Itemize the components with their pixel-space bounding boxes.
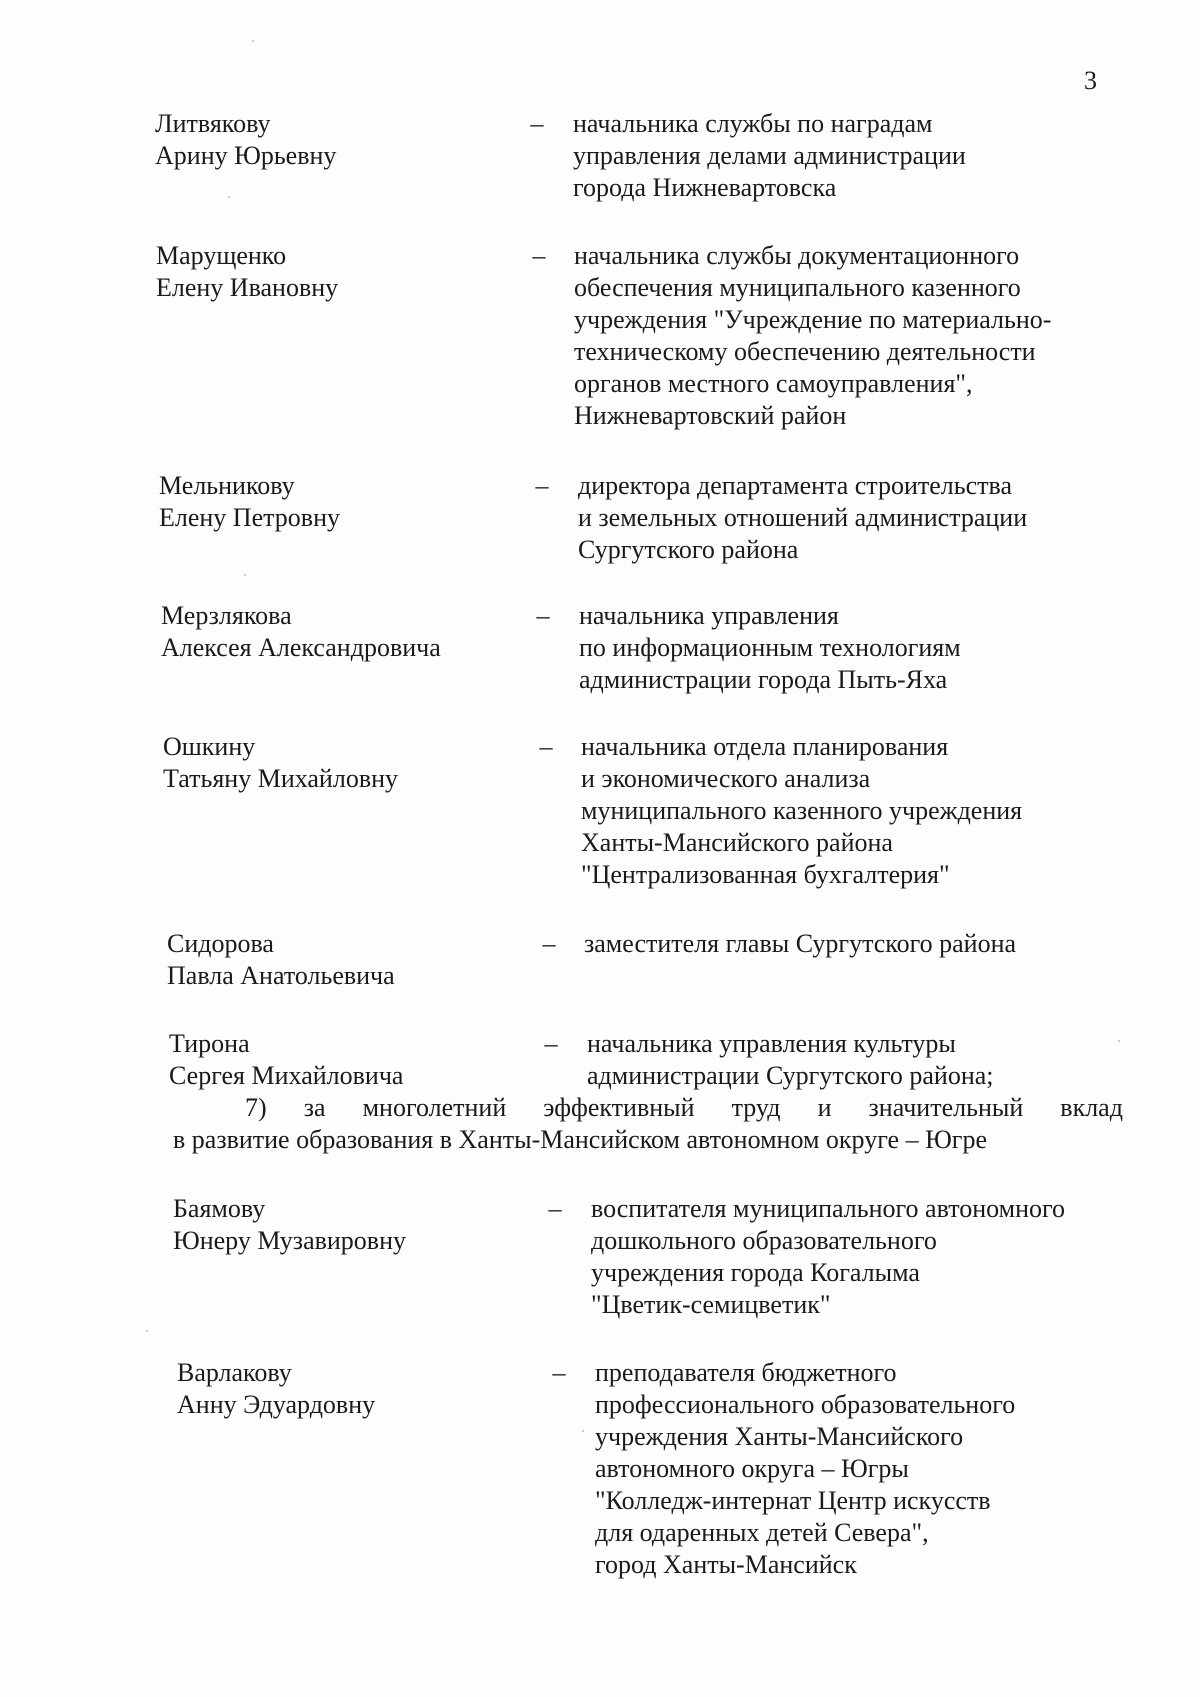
position-line: управления делами администрации bbox=[573, 141, 966, 170]
recipient-given-names: Арину Юрьевну bbox=[155, 141, 337, 170]
recipient-given-names: Алексея Александровича bbox=[161, 633, 441, 662]
recipient-surname: Варлакову bbox=[177, 1358, 292, 1387]
position-line: дошкольного образовательного bbox=[591, 1226, 937, 1255]
recipient-name bbox=[156, 240, 516, 304]
recipient-surname: Баямову bbox=[173, 1194, 266, 1223]
dash-separator: – bbox=[530, 109, 544, 138]
scan-speck bbox=[1118, 1040, 1120, 1042]
clause-word: значительный bbox=[868, 1093, 1024, 1122]
position-line: "Колледж-интернат Центр искусств bbox=[595, 1486, 991, 1515]
position-line: начальника службы по наградам bbox=[573, 109, 933, 138]
award-clause bbox=[173, 1092, 1123, 1156]
recipient-given-names: Татьяну Михайловну bbox=[163, 764, 399, 793]
position-line: "Цветик-семицветик" bbox=[591, 1290, 831, 1319]
position-line: учреждения города Когалыма bbox=[591, 1258, 920, 1287]
position-line: Сургутского района bbox=[578, 535, 799, 564]
position-line: Нижневартовский район bbox=[574, 401, 847, 430]
recipient-name bbox=[173, 1193, 533, 1257]
position-line: учреждения "Учреждение по материально- bbox=[574, 305, 1052, 334]
position-line: начальника службы документационного bbox=[574, 241, 1020, 270]
scan-speck bbox=[252, 40, 254, 42]
recipient-surname: Мельникову bbox=[159, 471, 295, 500]
recipient-given-names: Елену Ивановну bbox=[156, 273, 339, 302]
dash-separator: – bbox=[552, 1358, 566, 1387]
page-number: 3 bbox=[1084, 66, 1097, 95]
recipient-position bbox=[578, 470, 1118, 566]
clause-word: 7) bbox=[245, 1093, 267, 1122]
clause-word: труд bbox=[731, 1093, 781, 1122]
position-line: Ханты-Мансийского района bbox=[581, 828, 893, 857]
scan-speck bbox=[228, 196, 230, 198]
position-line: "Централизованная бухгалтерия" bbox=[581, 860, 950, 889]
position-line: директора департамента строительства bbox=[578, 471, 1013, 500]
recipient-name bbox=[155, 108, 515, 172]
position-line: и экономического анализа bbox=[581, 764, 871, 793]
scan-speck bbox=[146, 1330, 148, 1332]
recipient-name bbox=[159, 470, 519, 534]
recipient-name bbox=[167, 928, 527, 992]
position-line: администрации Сургутского района; bbox=[587, 1061, 994, 1090]
position-line: заместителя главы Сургутского района bbox=[584, 929, 1017, 958]
recipient-surname: Ошкину bbox=[163, 732, 256, 761]
recipient-surname: Тирона bbox=[169, 1029, 250, 1058]
position-line: воспитателя муниципального автономного bbox=[591, 1194, 1066, 1223]
clause-word: и bbox=[817, 1093, 832, 1122]
recipient-given-names: Юнеру Музавировну bbox=[173, 1226, 406, 1255]
recipient-name bbox=[177, 1357, 537, 1421]
recipient-given-names: Елену Петровну bbox=[159, 503, 340, 532]
recipient-name bbox=[161, 600, 521, 664]
position-line: город Ханты-Мансийск bbox=[595, 1550, 857, 1579]
recipient-position bbox=[581, 731, 1121, 891]
position-line: города Нижневартовска bbox=[573, 173, 837, 202]
recipient-given-names: Сергея Михайловича bbox=[169, 1061, 404, 1090]
dash-separator: – bbox=[536, 601, 550, 630]
position-line: администрации города Пыть-Яха bbox=[579, 665, 948, 694]
recipient-surname: Мерзлякова bbox=[161, 601, 292, 630]
recipient-given-names: Павла Анатольевича bbox=[167, 961, 395, 990]
position-line: органов местного самоуправления", bbox=[574, 369, 973, 398]
position-line: автономного округа – Югры bbox=[595, 1454, 909, 1483]
position-line: обеспечения муниципального казенного bbox=[574, 273, 1021, 302]
position-line: преподавателя бюджетного bbox=[595, 1358, 897, 1387]
clause-word: многолетний bbox=[362, 1093, 507, 1122]
clause-word: за bbox=[303, 1093, 326, 1122]
dash-separator: – bbox=[542, 929, 556, 958]
position-line: по информационным технологиям bbox=[579, 633, 961, 662]
scan-speck bbox=[582, 1430, 584, 1432]
recipient-position bbox=[591, 1193, 1131, 1321]
dash-separator: – bbox=[539, 732, 553, 761]
recipient-surname: Литвякову bbox=[155, 109, 271, 138]
position-line: учреждения Ханты-Мансийского bbox=[595, 1422, 964, 1451]
position-line: начальника отдела планирования bbox=[581, 732, 949, 761]
scan-speck bbox=[244, 574, 246, 576]
recipient-name bbox=[163, 731, 523, 795]
position-line: начальника управления культуры bbox=[587, 1029, 956, 1058]
recipient-position bbox=[579, 600, 1119, 696]
dash-separator: – bbox=[548, 1194, 562, 1223]
recipient-position bbox=[584, 928, 1124, 960]
recipient-position bbox=[573, 108, 1113, 204]
clause-word: эффективный bbox=[543, 1093, 695, 1122]
dash-separator: – bbox=[544, 1029, 558, 1058]
recipient-given-names: Анну Эдуардовну bbox=[177, 1390, 376, 1419]
recipient-name bbox=[169, 1028, 529, 1092]
clause-word: вклад bbox=[1060, 1093, 1123, 1122]
recipient-position bbox=[587, 1028, 1127, 1092]
dash-separator: – bbox=[532, 241, 546, 270]
position-line: техническому обеспечению деятельности bbox=[574, 337, 1036, 366]
position-line: профессионального образовательного bbox=[595, 1390, 1016, 1419]
recipient-surname: Марущенко bbox=[156, 241, 287, 270]
position-line: и земельных отношений администрации bbox=[578, 503, 1028, 532]
recipient-position bbox=[595, 1357, 1135, 1581]
recipient-surname: Сидорова bbox=[167, 929, 274, 958]
position-line: для одаренных детей Севера", bbox=[595, 1518, 929, 1547]
position-line: муниципального казенного учреждения bbox=[581, 796, 1023, 825]
recipient-position bbox=[574, 240, 1114, 432]
clause-line-justified bbox=[173, 1092, 1123, 1124]
dash-separator: – bbox=[535, 471, 549, 500]
clause-line: в развитие образования в Ханты-Мансийском автономном округе – Югре bbox=[173, 1125, 987, 1154]
position-line: начальника управления bbox=[579, 601, 839, 630]
